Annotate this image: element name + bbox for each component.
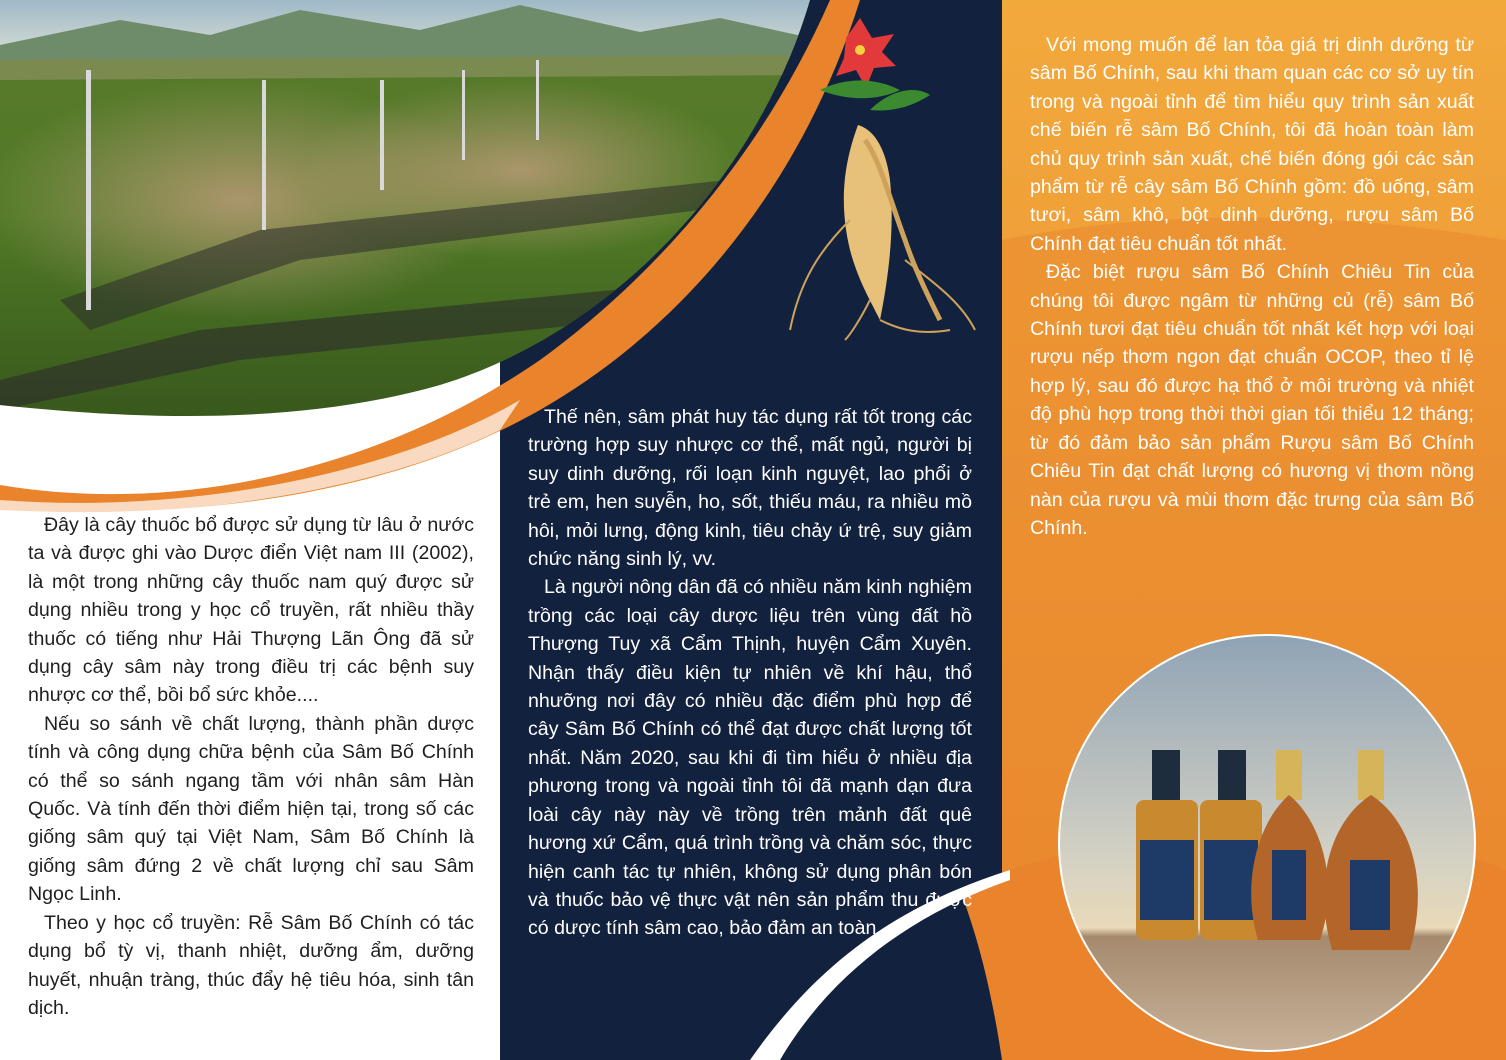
left-paragraph-1: Đây là cây thuốc bổ được sử dụng từ lâu ở nước ta và được ghi vào Dược điển Việt nam III (2002), là một trong những cây thuốc nam quý được sử dụng nhiều trong y học cổ truyền, rất nhiều thầy thuốc có tiếng như Hải Thượng Lãn Ông đã sử dụng cây sâm này trong điều trị các bệnh suy nhược cơ thể, bồi bổ sức khỏe.... bbox=[28, 514, 474, 707]
middle-paragraph-1: Thế nên, sâm phát huy tác dụng rất tốt trong các trường hợp suy nhược cơ thể, mất ngủ, người bị suy dinh dưỡng, rối loạn kinh nguyệt, lao phổi ở trẻ em, hen suyễn, ho, sốt, thiếu máu, ra nhiều mồ hôi, mỏi lưng, động kinh, tiêu chảy ứ trệ, suy giảm chức năng sinh lý, vv. bbox=[528, 406, 972, 571]
middle-column-text bbox=[528, 403, 972, 943]
right-column-text bbox=[1030, 31, 1474, 542]
left-paragraph-3: Theo y học cổ truyền: Rễ Sâm Bố Chính có tác dụng bổ tỳ vị, thanh nhiệt, dưỡng ẩm, dưỡng huyết, nhuận tràng, thúc đẩy hệ tiêu hóa, sinh tân dịch. bbox=[28, 911, 474, 1019]
left-column-text bbox=[28, 511, 474, 1022]
right-paragraph-1: Với mong muốn để lan tỏa giá trị dinh dưỡng từ sâm Bố Chính, sau khi tham quan các cơ sở uy tín trong và ngoài tỉnh để tìm hiểu quy trình sản xuất chế biến rễ sâm Bố Chính, tôi đã hoàn toàn làm chủ quy trình sản xuất, chế biến đóng gói các sản phẩm từ rễ cây sâm Bố Chính gồm: đồ uống, sâm tươi, sâm khô, bột dinh dưỡng, rượu sâm Bố Chính đạt tiêu chuẩn tốt nhất. bbox=[1030, 34, 1474, 255]
middle-paragraph-2: Là người nông dân đã có nhiều năm kinh nghiệm trồng các loại cây dược liệu trên vùng đất hồ Thượng Tuy xã Cẩm Thịnh, huyện Cẩm Xuyên. Nhận thấy điều kiện tự nhiên về khí hậu, thổ nhưỡng nơi đây có nhiều đặc điểm phù hợp để cây Sâm Bố Chính có thể đạt được chất lượng tốt nhất. Năm 2020, sau khi đi tìm hiểu ở nhiều địa phương trong và ngoài tỉnh tôi đã mạnh dạn đưa loài cây này này về trồng trên mảnh đất quê hương xứ Cẩm, quá trình trồng và chăm sóc, thực hiện canh tác tự nhiên, không sử dụng phân bón và thuốc bảo vệ thực vật nên sản phẩm thu được có dược tính sâm cao, bảo đảm an toàn. bbox=[528, 576, 972, 940]
left-paragraph-2: Nếu so sánh về chất lượng, thành phần dược tính và công dụng chữa bệnh của Sâm Bố Chính có thể so sánh ngang tầm với nhân sâm Hàn Quốc. Và tính đến thời điểm hiện tại, trong số các giống sâm quý tại Việt Nam, Sâm Bố Chính là giống sâm đứng 2 về chất lượng chỉ sau Sâm Ngọc Linh. bbox=[28, 712, 474, 906]
right-paragraph-2: Đặc biệt rượu sâm Bố Chính Chiêu Tin của chúng tôi được ngâm từ những củ (rễ) sâm Bố Chính tươi đạt tiêu chuẩn tốt nhất kết hợp với loại rượu nếp thơm ngon đạt chuẩn OCOP, theo tỉ lệ hợp lý, sau đó được hạ thổ ở môi trường và nhiệt độ phù hợp trong thời thời gian tối thiểu 12 tháng; từ đó đảm bảo sản phẩm Rượu sâm Bố Chính Chiêu Tin đạt chất lượng có hương vị thơm nồng nàn của rượu và mùi thơm đặc trưng của sâm Bố Chính. bbox=[1030, 261, 1474, 539]
